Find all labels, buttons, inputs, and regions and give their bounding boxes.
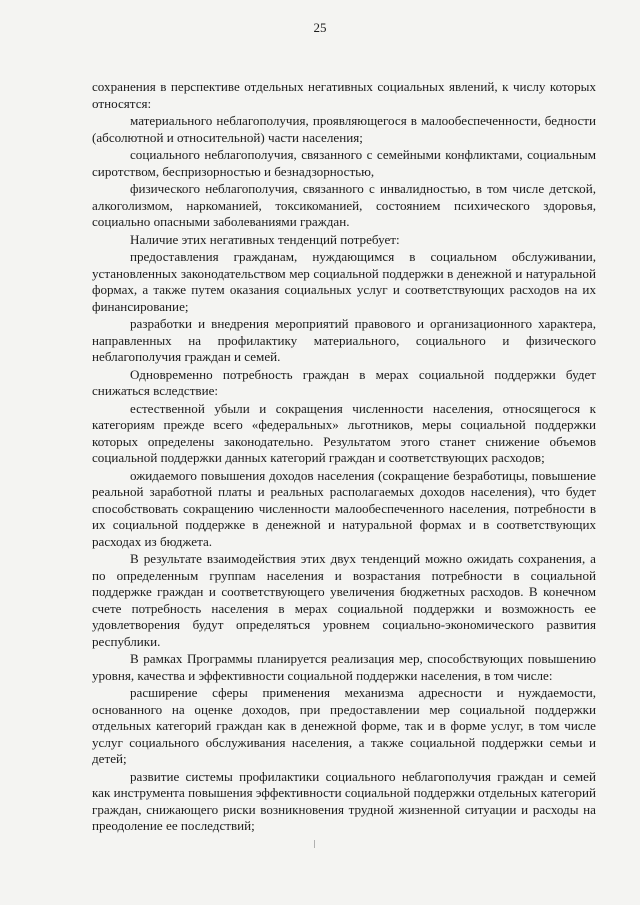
paragraph: В результате взаимодействия этих двух тенденций можно ожидать сохранения, а по определенным группам населения и возрастания потребности в социальной поддержке граждан и соответствующего увеличения бюджетных расходов. В конечном счете потребность населения в мерах социальной поддержки и возможность ее удовлетворения будут определяться уровнем социально-экономического развития республики. xyxy=(92,551,596,649)
paragraph: сохранения в перспективе отдельных негативных социальных явлений, к числу которых относятся: xyxy=(92,79,596,111)
scan-artifact xyxy=(314,840,315,848)
paragraph: Наличие этих негативных тенденций потребует: xyxy=(130,231,400,247)
page-number: 25 xyxy=(313,20,327,35)
paragraph: предоставления гражданам, нуждающимся в социальном обслуживании, установленных законодательством мер социальной поддержки в денежной и натуральной формах, а также путем оказания социальных услуг и соответствующих расходов на их финансирование; xyxy=(92,249,596,314)
paragraph: расширение сферы применения механизма адресности и нуждаемости, основанного на оценке доходов, при предоставлении мер социальной поддержки отдельных категорий граждан как в денежной форме, так и в форме услуг, в том числе услуг социального обслуживания населения, а также социальной поддержки семьи и детей; xyxy=(92,685,596,766)
paragraph: физического неблагополучия, связанного с инвалидностью, в том числе детской, алкоголизмом, наркоманией, токсикоманией, состоянием психического здоровья, социально опасными заболеваниями граждан. xyxy=(92,181,596,229)
paragraph: материального неблагополучия, проявляющегося в малообеспеченности, бедности (абсолютной и относительной) части населения; xyxy=(92,113,596,145)
paragraph: развитие системы профилактики социального неблагополучия граждан и семей как инструмента повышения эффективности социальной поддержки отдельных категорий граждан, снижающего риски возникновения трудной жизненной ситуации и расходы на преодоление ее последствий; xyxy=(92,768,596,833)
paragraph: разработки и внедрения мероприятий правового и организационного характера, направленных на профилактику материального, социального и физического неблагополучия граждан и семей. xyxy=(92,316,596,364)
paragraph: социального неблагополучия, связанного с семейными конфликтами, социальным сиротством, беспризорностью и безнадзорностью, xyxy=(92,147,596,179)
paragraph: В рамках Программы планируется реализация мер, способствующих повышению уровня, качества и эффективности социальной поддержки населения, в том числе: xyxy=(92,651,596,683)
paragraph: Одновременно потребность граждан в мерах социальной поддержки будет снижаться вследствие: xyxy=(92,366,596,398)
paragraph: естественной убыли и сокращения численности населения, относящегося к категориям прежде всего «федеральных» льготников, меры социальной поддержки которых определены законодательно. Результатом этого станет снижение объемов социальной поддержки данных категорий граждан и соответствующих расходов; xyxy=(92,400,596,465)
paragraph: ожидаемого повышения доходов населения (сокращение безработицы, повышение реальной заработной платы и реальных располагаемых доходов населения), что будет способствовать сокращению численности малообеспеченного населения, потребности в их социальной поддержке в денежной и натуральной формах и в соответствующих расходах из бюджета. xyxy=(92,467,596,549)
document-body xyxy=(92,79,596,836)
